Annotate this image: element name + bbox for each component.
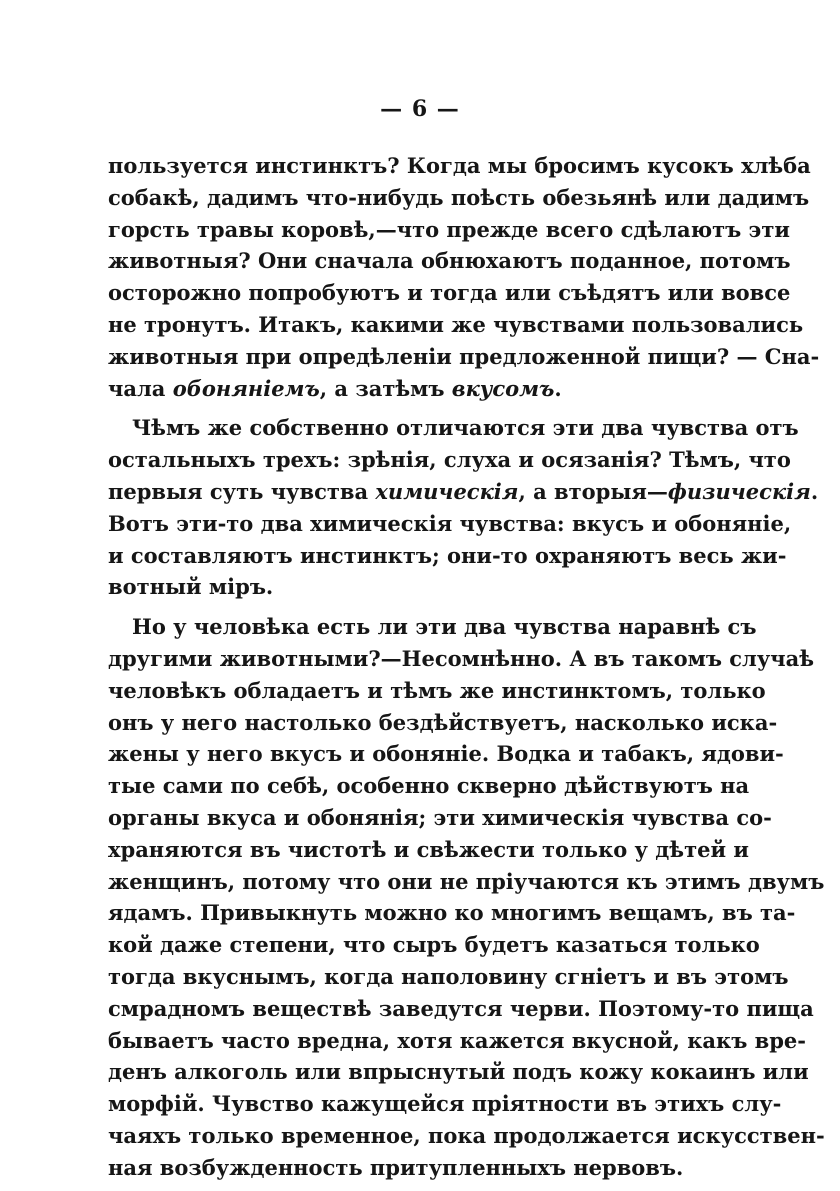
text-segment: , а затѣмъ [319, 375, 452, 401]
italic-term: химическія [375, 478, 519, 504]
text-line: осторожно попробуютъ и тогда или съѣдятъ или вовсе [108, 280, 791, 306]
text-line: пользуется инстинктъ? Когда мы бросимъ кусокъ хлѣба [108, 153, 811, 178]
text-line: и составляютъ инстинктъ; они-то охраняютъ весь жи- [108, 542, 787, 568]
text-line: кой даже степени, что сыръ будетъ казаться только [108, 932, 760, 958]
text-line: вотный міръ. [108, 574, 274, 600]
text-line: животныя? Они сначала обнюхаютъ поданное, потомъ [108, 248, 791, 274]
text-line: собакѣ, дадимъ что-нибудь поѣсть обезьянѣ или дадимъ [108, 184, 810, 210]
text-line: онъ у него настолько бездѣйствуетъ, насколько иска- [108, 709, 778, 735]
text-line: тогда вкуснымъ, когда наполовину сгніетъ и въ этомъ [108, 963, 789, 989]
text-line: женщинъ, потому что они не пріучаются къ этимъ двумъ [108, 868, 825, 894]
text-line: жены у него вкусъ и обоняніе. Водка и табакъ, ядови- [108, 741, 784, 767]
text-line: храняются въ чистотѣ и свѣжести только у дѣтей и [108, 836, 749, 862]
text-segment: первыя суть чувства [108, 478, 376, 504]
page-body [108, 150, 825, 1184]
text-line: ядамъ. Привыкнуть можно ко многимъ вещамъ, въ та- [108, 900, 796, 926]
text-line: смрадномъ веществѣ заведутся черви. Поэтому-то пища [108, 995, 814, 1021]
text-line: остальныхъ трехъ: зрѣнія, слуха и осязанія? Тѣмъ, что [108, 447, 791, 473]
text-segment: . [810, 478, 819, 504]
text-line: денъ алкоголь или впрыснутый подъ кожу кокаинъ или [108, 1059, 809, 1085]
text-line: Вотъ эти-то два химическія чувства: вкусъ и обоняніе, [108, 510, 792, 536]
text-segment: чала [108, 375, 173, 401]
paragraph-1 [108, 150, 820, 404]
text-line: морфій. Чувство кажущейся пріятности въ этихъ слу- [108, 1091, 782, 1117]
paragraph-3 [108, 611, 825, 1183]
text-line: другими животными?—Несомнѣнно. А въ такомъ случаѣ [108, 645, 815, 671]
italic-term: обоняніемъ [172, 375, 320, 401]
text-line [108, 373, 704, 405]
text-segment: . [554, 375, 562, 401]
text-line: ная возбужденность притупленныхъ нервовъ. [108, 1154, 684, 1180]
page-number: — 6 — [380, 96, 460, 122]
text-line: не тронутъ. Итакъ, какими же чувствами пользовались [108, 311, 804, 337]
text-line: бываетъ часто вредна, хотя кажется вкусной, какъ вре- [108, 1027, 806, 1053]
text-line: Чѣмъ же собственно отличаются эти два чувства отъ [132, 415, 799, 441]
text-line: органы вкуса и обонянія; эти химическія чувства со- [108, 804, 772, 830]
text-line: Но у человѣка есть ли эти два чувства наравнѣ съ [132, 614, 757, 640]
text-segment: , а вторыя— [518, 478, 668, 504]
text-line: животныя при опредѣленіи предложенной пищи? — Сна- [108, 343, 820, 369]
text-line: горсть травы коровѣ,—что прежде всего сдѣлаютъ эти [108, 216, 790, 242]
italic-term: вкусомъ [451, 375, 555, 401]
italic-term: физическія [667, 478, 811, 504]
text-line: чаяхъ только временное, пока продолжается искусствен- [108, 1122, 825, 1148]
text-line [108, 476, 819, 508]
text-line: тые сами по себѣ, особенно скверно дѣйствуютъ на [108, 773, 750, 799]
paragraph-2 [108, 412, 819, 603]
text-line: человѣкъ обладаетъ и тѣмъ же инстинктомъ, только [108, 677, 766, 703]
